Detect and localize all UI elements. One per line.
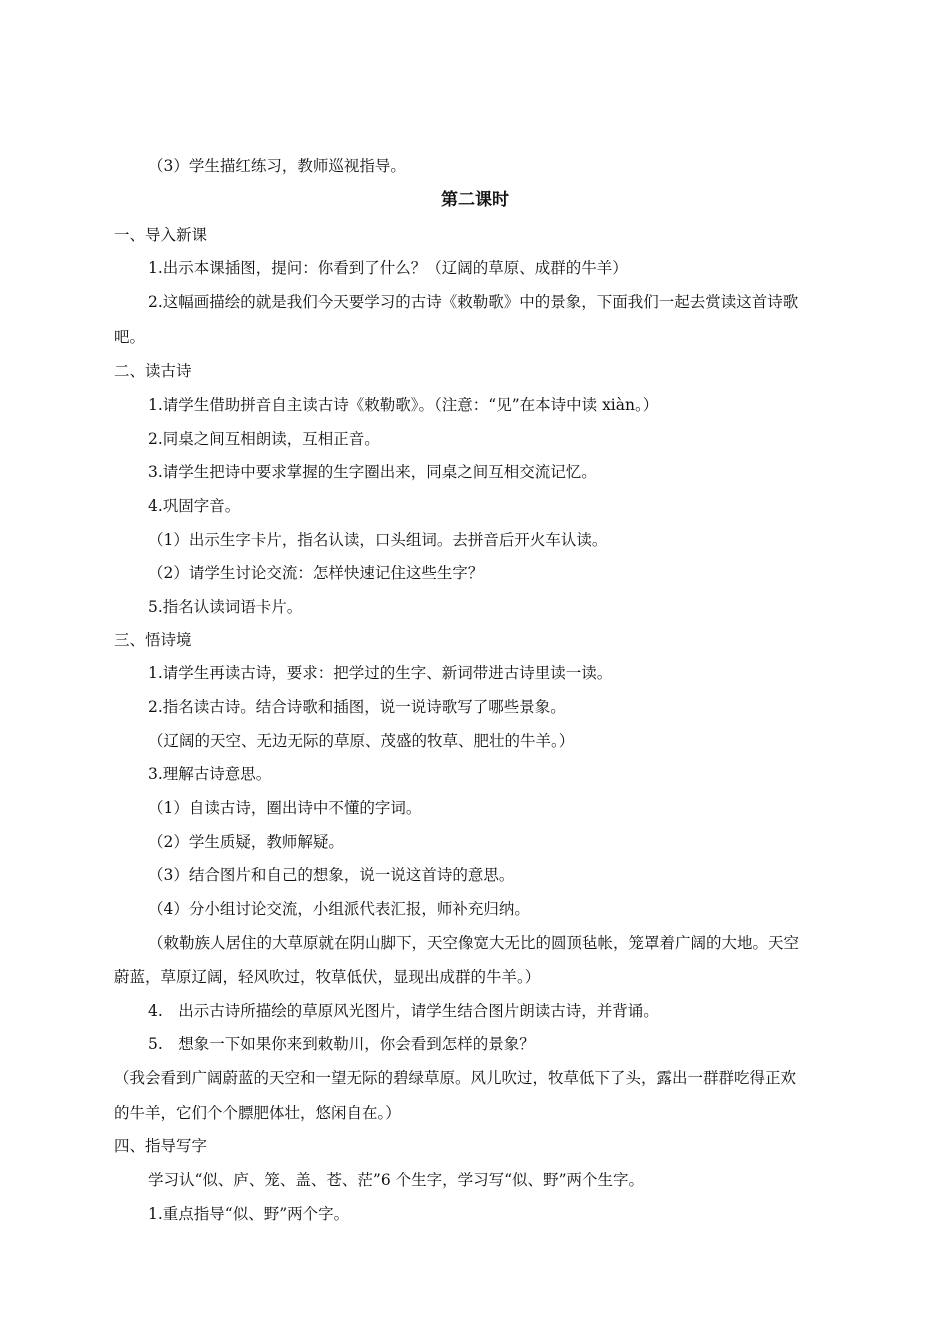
paragraph: 5.指名认读词语卡片。 <box>148 598 303 616</box>
paragraph: 2.指名读古诗。结合诗歌和插图，说一说诗歌写了哪些景象。 <box>148 698 566 716</box>
paragraph: （1）自读古诗，圈出诗中不懂的字词。 <box>148 799 422 817</box>
lesson-title: 第二课时 <box>441 190 509 210</box>
paragraph: （3）结合图片和自己的想象，说一说这首诗的意思。 <box>148 866 515 884</box>
paragraph: 1.请学生借助拼音自主读古诗《敕勒歌》。（注意：“见”在本诗中读 xiàn。） <box>148 396 659 414</box>
paragraph: （我会看到广阔蔚蓝的天空和一望无际的碧绿草原。风儿吹过，牧草低下了头，露出一群群吃得正欢 <box>114 1069 797 1087</box>
paragraph: 1.出示本课插图，提问：你看到了什么？（辽阔的草原、成群的牛羊） <box>148 259 628 277</box>
paragraph: 2.这幅画描绘的就是我们今天要学习的古诗《敕勒歌》中的景象，下面我们一起去赏读这首诗歌 <box>148 293 799 311</box>
paragraph: 1.请学生再读古诗，要求：把学过的生字、新词带进古诗里读一读。 <box>148 664 613 682</box>
paragraph: （2）学生质疑，教师解疑。 <box>148 833 344 851</box>
paragraph: （4）分小组讨论交流，小组派代表汇报，师补充归纳。 <box>148 900 530 918</box>
section-heading-intro: 一、导入新课 <box>114 226 208 244</box>
section-heading-writing: 四、指导写字 <box>114 1137 208 1155</box>
paragraph: 5. 想象一下如果你来到敕勒川，你会看到怎样的景象？ <box>148 1035 535 1053</box>
paragraph: （辽阔的天空、无边无际的草原、茂盛的牧草、肥壮的牛羊。） <box>148 732 575 750</box>
paragraph: 吧。 <box>114 328 146 346</box>
paragraph: （敕勒族人居住的大草原就在阴山脚下，天空像宽大无比的圆顶毡帐，笼罩着广阔的大地。天空 <box>148 934 800 952</box>
paragraph: 1.重点指导“似、野”两个字。 <box>148 1205 350 1223</box>
paragraph: 2.同桌之间互相朗读，互相正音。 <box>148 430 380 448</box>
paragraph: （2）请学生讨论交流：怎样快速记住这些生字？ <box>148 564 484 582</box>
section-heading-read-poem: 二、读古诗 <box>114 362 192 380</box>
section-heading-poem-scene: 三、悟诗境 <box>114 631 192 649</box>
paragraph: 蔚蓝，草原辽阔，轻风吹过，牧草低伏，显现出成群的牛羊。） <box>114 968 541 986</box>
paragraph: 4. 出示古诗所描绘的草原风光图片，请学生结合图片朗读古诗，并背诵。 <box>148 1002 659 1020</box>
paragraph: 3.请学生把诗中要求掌握的生字圈出来，同桌之间互相交流记忆。 <box>148 463 597 481</box>
practice-line: （3）学生描红练习，教师巡视指导。 <box>148 157 406 175</box>
paragraph: 的牛羊，它们个个膘肥体壮，悠闲自在。） <box>114 1104 401 1122</box>
paragraph: 学习认“似、庐、笼、盖、苍、茫”6 个生字，学习写“似、野”两个生字。 <box>148 1171 644 1189</box>
paragraph: 4.巩固字音。 <box>148 497 241 515</box>
paragraph: 3.理解古诗意思。 <box>148 765 272 783</box>
paragraph: （1）出示生字卡片，指名认读，口头组词。去拼音后开火车认读。 <box>148 531 608 549</box>
